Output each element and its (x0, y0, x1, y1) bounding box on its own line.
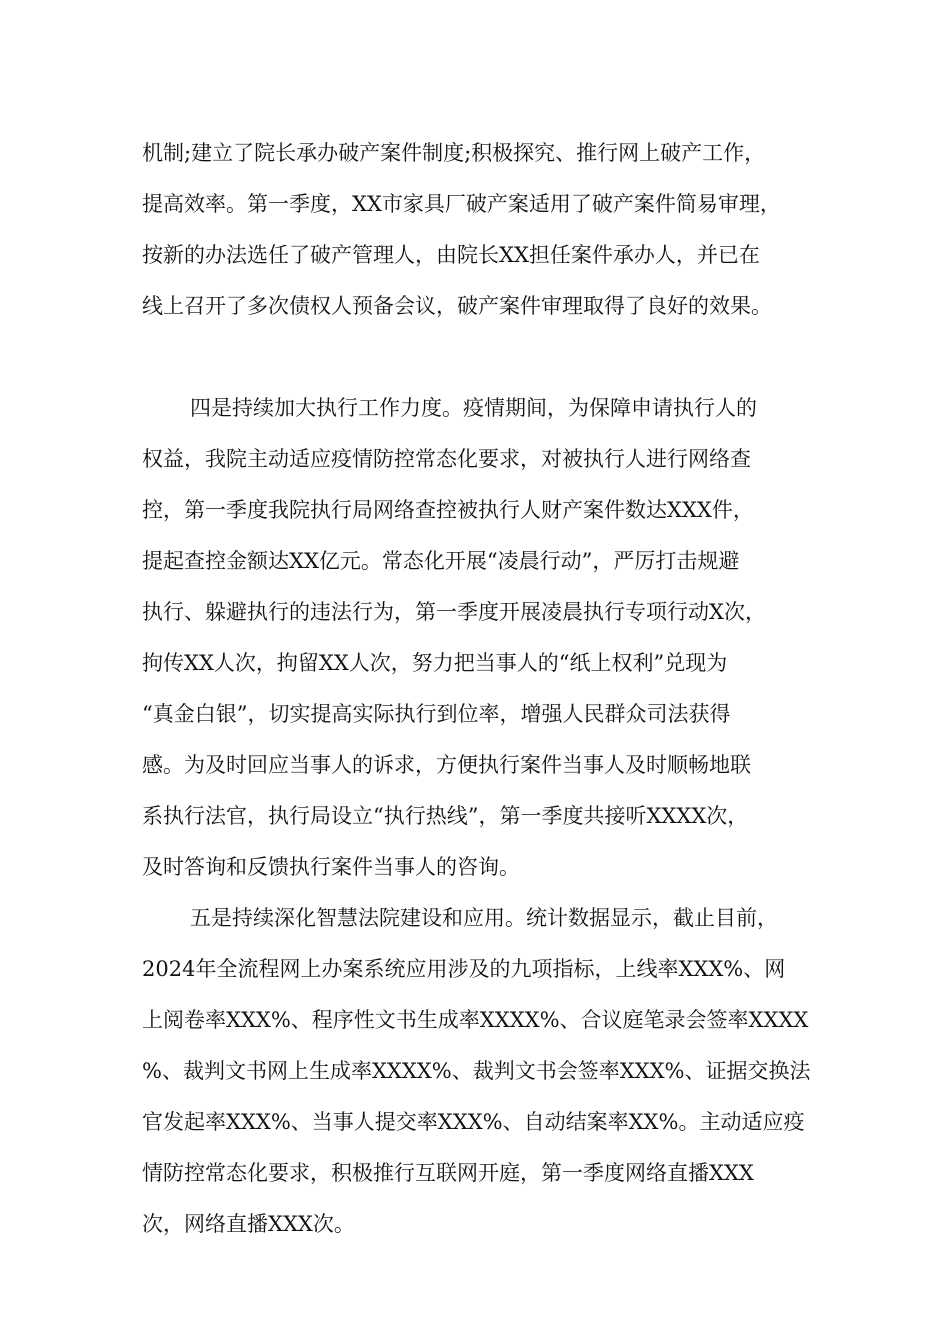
paragraph-line: 系执行法官，执行局设立“执行热线”，第一季度共接听XXXX次， (142, 804, 749, 828)
paragraph-line: “真金白银”，切实提高实际执行到位率，增强人民群众司法获得 (142, 702, 731, 726)
paragraph-line: 五是持续深化智慧法院建设和应用。统计数据显示，截止目前， (190, 906, 778, 930)
paragraph-line: 拘传XX人次，拘留XX人次，努力把当事人的“纸上权利”兑现为 (142, 651, 728, 675)
paragraph-line: 2024年全流程网上办案系统应用涉及的九项指标，上线率XXX%、网 (142, 957, 786, 981)
paragraph-line: 机制;建立了院长承办破产案件制度;积极探究、推行网上破产工作， (142, 141, 766, 165)
paragraph-line: 及时答询和反馈执行案件当事人的咨询。 (142, 855, 520, 879)
paragraph-line: 执行、躲避执行的违法行为，第一季度开展凌晨执行专项行动X次， (142, 600, 766, 624)
paragraph-line: 提起查控金额达XX亿元。常态化开展“凌晨行动”，严厉打击规避 (142, 549, 740, 573)
paragraph-line: %、裁判文书网上生成率XXXX%、裁判文书会签率XXX%、证据交换法 (142, 1059, 811, 1083)
paragraph-line: 官发起率XXX%、当事人提交率XXX%、自动结案率XX%。主动适应疫 (142, 1110, 805, 1134)
paragraph-line: 权益，我院主动适应疫情防控常态化要求，对被执行人进行网络查 (142, 447, 751, 471)
paragraph-line: 提高效率。第一季度，XX市家具厂破产案适用了破产案件简易审理， (142, 192, 781, 216)
paragraph-line: 情防控常态化要求，积极推行互联网开庭，第一季度网络直播XXX (142, 1161, 754, 1185)
paragraph-line: 线上召开了多次债权人预备会议，破产案件审理取得了良好的效果。 (142, 294, 772, 318)
paragraph-line: 控，第一季度我院执行局网络查控被执行人财产案件数达XXX件， (142, 498, 754, 522)
paragraph-line: 上阅卷率XXX%、程序性文书生成率XXXX%、合议庭笔录会签率XXXX (142, 1008, 809, 1032)
paragraph-line: 按新的办法选任了破产管理人，由院长XX担任案件承办人，并已在 (142, 243, 760, 267)
paragraph-line: 次，网络直播XXX次。 (142, 1212, 355, 1236)
paragraph-line: 感。为及时回应当事人的诉求，方便执行案件当事人及时顺畅地联 (142, 753, 751, 777)
paragraph-line: 四是持续加大执行工作力度。疫情期间，为保障申请执行人的 (190, 396, 757, 420)
